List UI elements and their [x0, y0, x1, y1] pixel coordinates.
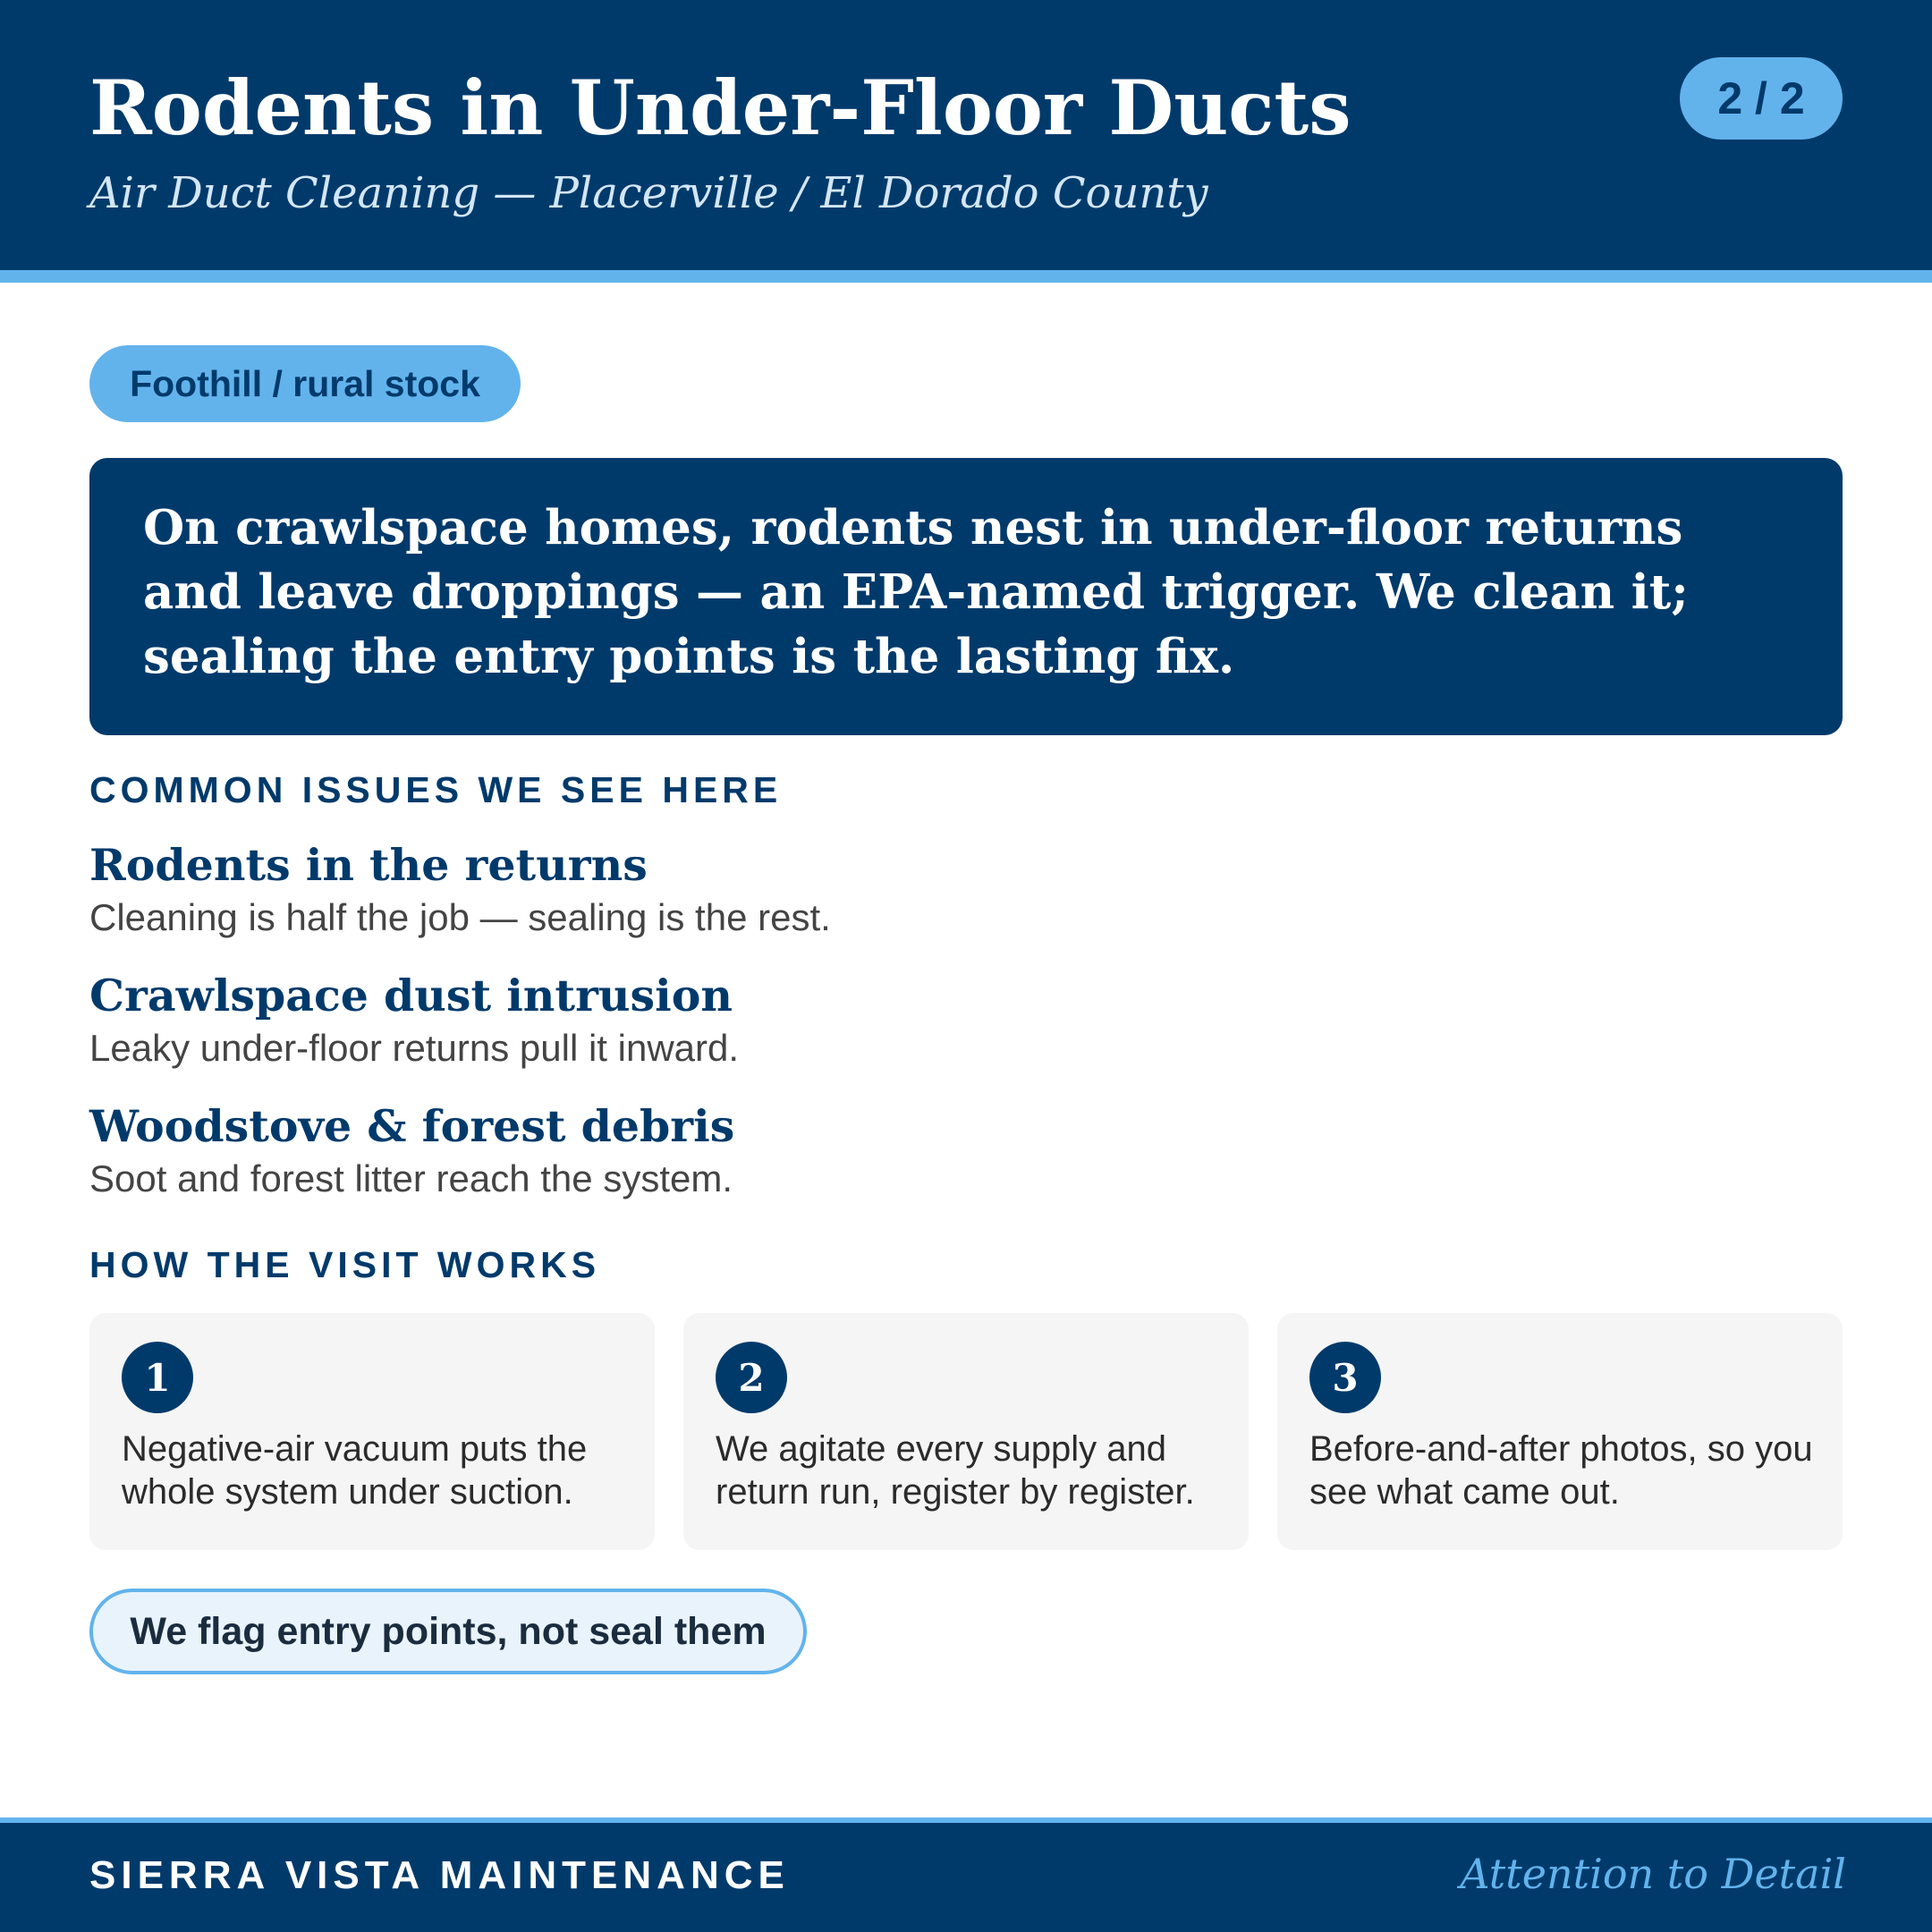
issue-item [89, 968, 739, 1073]
issues-section-heading: COMMON ISSUES WE SEE HERE [89, 769, 783, 810]
footer-bar [0, 1818, 1932, 1932]
category-tag: Foothill / rural stock [89, 345, 521, 422]
issue-title: Rodents in the returns [89, 839, 648, 891]
step-card [683, 1313, 1249, 1550]
visit-section-heading: HOW THE VISIT WORKS [89, 1244, 601, 1285]
step-card [89, 1313, 655, 1550]
summary-callout: On crawlspace homes, rodents nest in under-floor returns and leave droppings — an EPA-named trigger. We clean it; sealing the entry points is the lasting fix. [89, 458, 1843, 735]
step-number-badge: 2 [716, 1342, 787, 1413]
step-description: Before-and-after photos, so you see what came out. [1309, 1429, 1813, 1512]
page-subtitle: Air Duct Cleaning — Placerville / El Dorado County [89, 168, 1208, 218]
header-banner [0, 0, 1932, 283]
brand-name: SIERRA VISTA MAINTENANCE [89, 1853, 790, 1897]
issue-item [89, 1098, 734, 1204]
page-title: Rodents in Under-Floor Ducts [89, 64, 1352, 152]
issue-description: Soot and forest litter reach the system. [89, 1157, 733, 1199]
step-description: We agitate every supply and return run, register by register. [716, 1429, 1195, 1512]
issue-description: Cleaning is half the job — sealing is the rest. [89, 896, 831, 938]
issue-item [89, 837, 831, 943]
issue-title: Crawlspace dust intrusion [89, 970, 733, 1021]
step-card [1277, 1313, 1843, 1550]
step-number-badge: 1 [122, 1342, 193, 1413]
issue-description: Leaky under-floor returns pull it inward. [89, 1027, 740, 1069]
scope-note-pill: We flag entry points, not seal them [89, 1589, 807, 1674]
page-indicator-badge: 2 / 2 [1680, 57, 1843, 140]
issue-title: Woodstove & forest debris [89, 1100, 735, 1152]
step-description: Negative-air vacuum puts the whole system under suction. [122, 1429, 588, 1512]
step-number-badge: 3 [1309, 1342, 1381, 1413]
brand-tagline: Attention to Detail [1460, 1850, 1846, 1898]
